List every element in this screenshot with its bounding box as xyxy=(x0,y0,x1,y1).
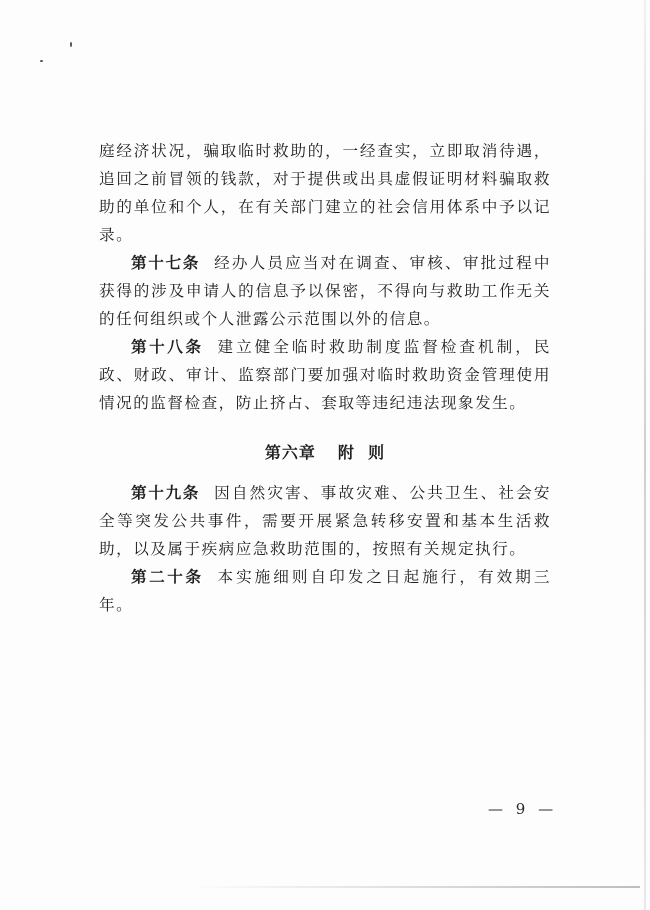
article-text: 本实施细则自印发之日起施行，有效期三年。 xyxy=(99,568,551,614)
scan-edge-shadow-bottom xyxy=(190,886,640,888)
article-label: 第十七条 xyxy=(131,253,201,272)
scan-speck xyxy=(70,42,72,47)
chapter-heading xyxy=(99,439,551,467)
article-text: 建立健全临时救助制度监督检查机制，民政、财政、审计、监察部门要加强对临时救助资金管理使用情况的监督检查，防止挤占、套取等违纪违法现象发生。 xyxy=(99,338,551,412)
document-body xyxy=(99,137,551,619)
paragraph-text: 庭经济状况，骗取临时救助的，一经查实，立即取消待遇，追回之前冒领的钱款，对于提供或出具虚假证明材料骗取救助的单位和个人，在有关部门建立的社会信用体系中予以记录。 xyxy=(99,142,551,244)
article-17 xyxy=(99,249,551,333)
article-18 xyxy=(99,333,551,417)
chapter-title: 附 则 xyxy=(337,443,386,462)
article-label: 第二十条 xyxy=(131,567,204,586)
article-label: 第十九条 xyxy=(131,483,201,502)
article-19 xyxy=(99,479,551,563)
scan-edge-shadow xyxy=(644,0,646,910)
scan-speck xyxy=(40,60,43,62)
article-20 xyxy=(99,563,551,619)
article-text: 经办人员应当对在调查、审核、审批过程中获得的涉及申请人的信息予以保密，不得向与救助工作无关的任何组织或个人泄露公示范围以外的信息。 xyxy=(99,254,551,328)
article-label: 第十八条 xyxy=(131,337,204,356)
page-number: — 9 — xyxy=(488,800,558,818)
article-text: 因自然灾害、事故灾难、公共卫生、社会安全等突发公共事件，需要开展紧急转移安置和基本生活救助，以及属于疾病应急救助范围的，按照有关规定执行。 xyxy=(99,484,551,558)
paragraph-continuation xyxy=(99,137,551,249)
chapter-number: 第六章 xyxy=(264,443,316,462)
